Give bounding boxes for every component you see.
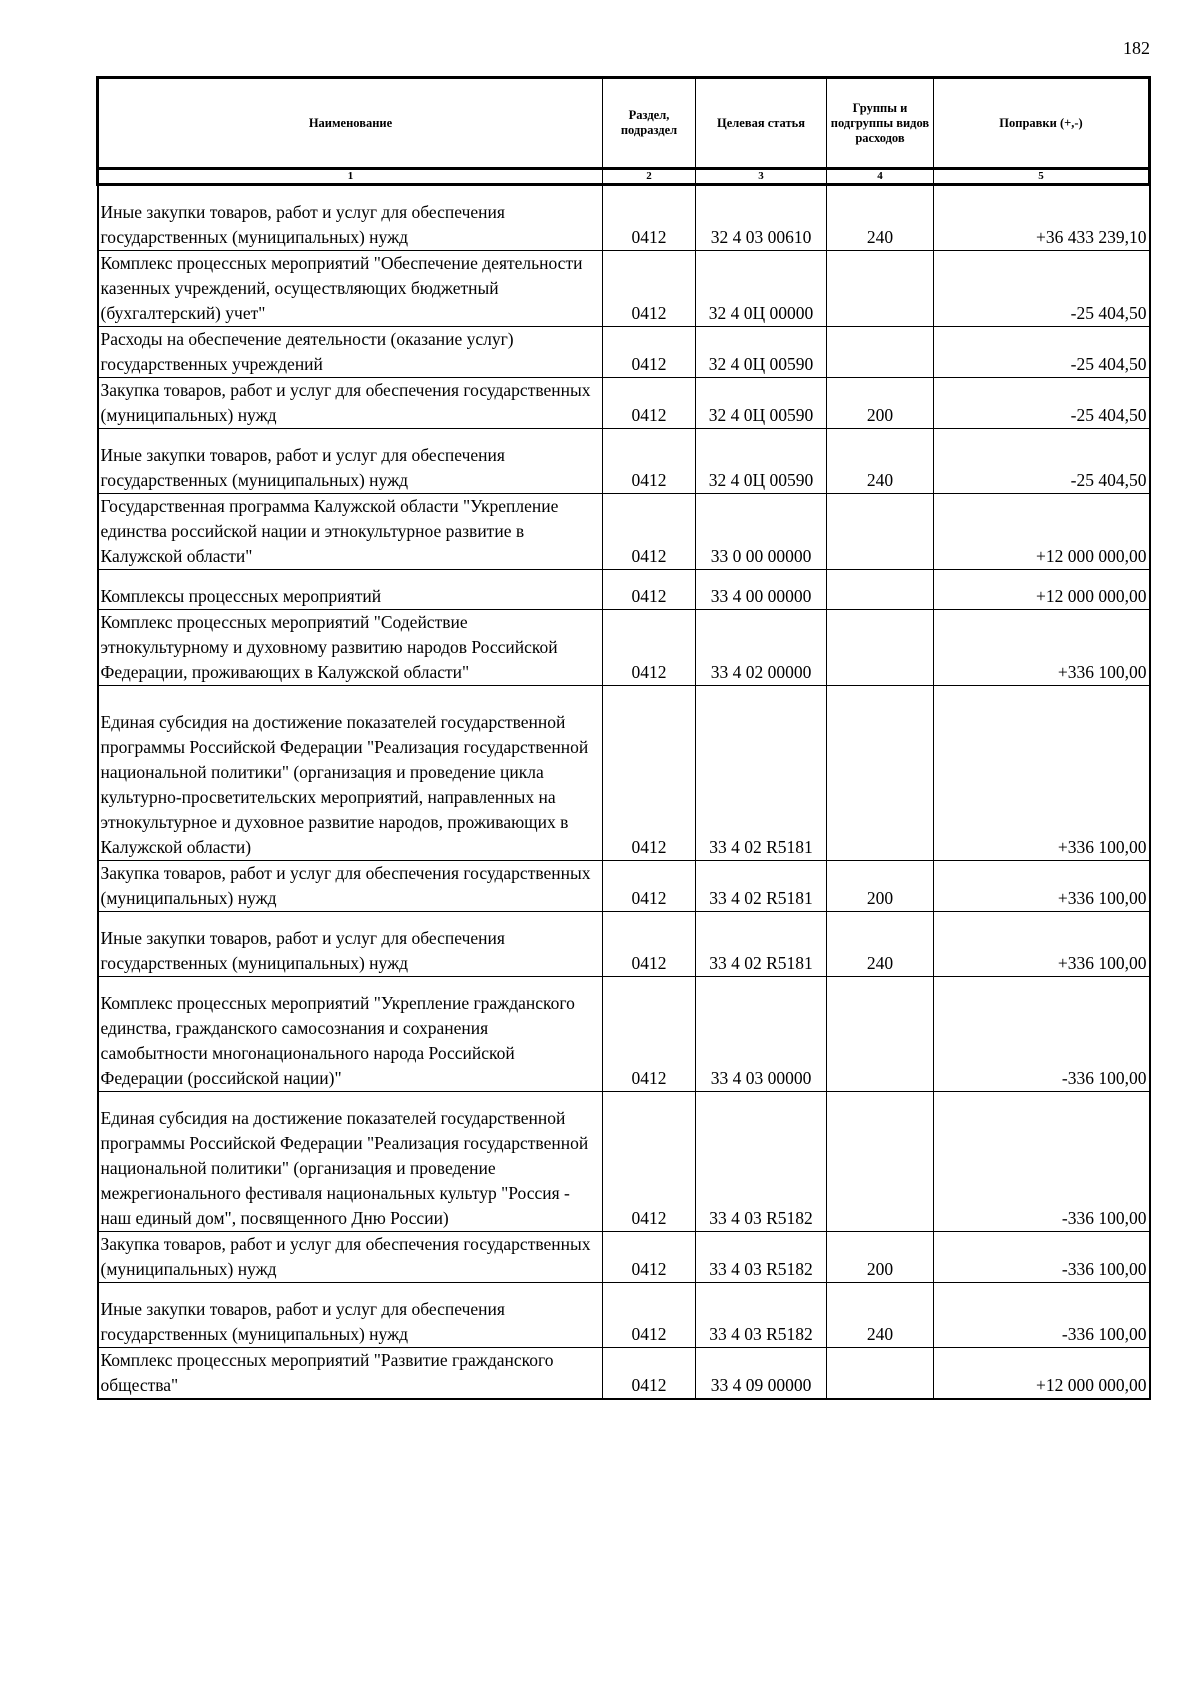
budget-table-container [96, 76, 1148, 1400]
row-name [98, 610, 603, 686]
row-name [98, 327, 603, 378]
row-target-article-text: 33 4 02 R5181 [709, 953, 813, 973]
row-target-article-text: 32 4 03 00610 [710, 227, 812, 247]
row-section [603, 494, 696, 570]
row-target-article-text: 32 4 0Ц 00000 [708, 303, 814, 323]
row-target-article [696, 494, 827, 570]
row-amount-text: +336 100,00 [1057, 953, 1147, 973]
row-section-text: 0412 [631, 1068, 667, 1088]
row-target-article [696, 861, 827, 912]
row-target-article [696, 686, 827, 861]
row-section [603, 977, 696, 1092]
row-name-text: Иные закупки товаров, работ и услуг для обеспечения государственных (муниципальных) нужд [100, 928, 505, 973]
row-section [603, 327, 696, 378]
row-name [98, 686, 603, 861]
row-section [603, 185, 696, 251]
row-name [98, 570, 603, 610]
row-section-text: 0412 [631, 662, 667, 682]
row-target-article-text: 33 4 00 00000 [710, 586, 812, 606]
row-section [603, 861, 696, 912]
row-name-text: Иные закупки товаров, работ и услуг для обеспечения государственных (муниципальных) нужд [100, 445, 505, 490]
row-expense-group [827, 494, 934, 570]
row-name-text: Комплекс процессных мероприятий "Укрепление гражданского единства, гражданского самосознания и сохранения самобытности многонационального народа Российской Федерации (российской нации)" [100, 993, 575, 1088]
row-amount [934, 686, 1150, 861]
row-target-article [696, 570, 827, 610]
row-section-text: 0412 [631, 837, 667, 857]
row-section [603, 1348, 696, 1400]
row-expense-group [827, 686, 934, 861]
row-section-text: 0412 [631, 1208, 667, 1228]
row-expense-group [827, 1348, 934, 1400]
row-name [98, 1232, 603, 1283]
row-target-article-text: 33 0 00 00000 [710, 546, 812, 566]
row-target-article-text: 33 4 03 00000 [710, 1068, 812, 1088]
row-target-article-text: 33 4 09 00000 [710, 1375, 812, 1395]
row-amount-text: +12 000 000,00 [1036, 586, 1147, 606]
table-row [98, 912, 1150, 977]
row-expense-group-text: 240 [866, 1324, 894, 1344]
row-expense-group [827, 912, 934, 977]
column-number: 3 [696, 169, 827, 185]
row-section-text: 0412 [631, 1375, 667, 1395]
row-amount [934, 977, 1150, 1092]
row-amount-text: -336 100,00 [1061, 1324, 1147, 1344]
table-row [98, 1092, 1150, 1232]
table-row [98, 251, 1150, 327]
row-name-text: Единая субсидия на достижение показателей государственной программы Российской Федерации "Реализация государственной национальной политики" (организация и проведение цикла культурно-просветительских мероприятий, направленных на этнокультурное и духовное развитие народов, проживающих в Калужской области) [100, 712, 589, 857]
row-section [603, 251, 696, 327]
row-name-text: Единая субсидия на достижение показателей государственной программы Российской Федерации "Реализация государственной национальной политики" (организация и проведение межрегионального фестиваля национальных культур "Россия - наш единый дом", посвященного Дню России) [100, 1108, 589, 1228]
row-expense-group-text: 200 [866, 405, 894, 425]
row-name [98, 861, 603, 912]
row-name [98, 429, 603, 494]
row-target-article-text: 33 4 03 R5182 [709, 1324, 813, 1344]
table-row [98, 185, 1150, 251]
row-name [98, 1092, 603, 1232]
row-section-text: 0412 [631, 1259, 667, 1279]
table-row [98, 1232, 1150, 1283]
page-number: 182 [1123, 38, 1150, 58]
row-amount [934, 1092, 1150, 1232]
row-section-text: 0412 [631, 1324, 667, 1344]
row-target-article-text: 33 4 02 R5181 [709, 888, 813, 908]
row-target-article-text: 32 4 0Ц 00590 [708, 405, 814, 425]
row-amount [934, 610, 1150, 686]
table-body [98, 185, 1150, 1400]
row-target-article [696, 912, 827, 977]
row-expense-group-text: 200 [866, 888, 894, 908]
row-section-text: 0412 [631, 546, 667, 566]
row-expense-group [827, 429, 934, 494]
row-name-text: Комплекс процессных мероприятий "Содействие этнокультурному и духовному развитию народов Российской Федерации, проживающих в Калужской области" [100, 612, 558, 682]
row-name [98, 378, 603, 429]
row-name-text: Закупка товаров, работ и услуг для обеспечения государственных (муниципальных) нужд [100, 863, 591, 908]
row-target-article [696, 1232, 827, 1283]
row-name-text: Расходы на обеспечение деятельности (оказание услуг) государственных учреждений [100, 329, 514, 374]
row-amount-text: -336 100,00 [1061, 1208, 1147, 1228]
row-amount [934, 1348, 1150, 1400]
row-target-article-text: 33 4 02 00000 [710, 662, 812, 682]
row-section [603, 1283, 696, 1348]
row-target-article [696, 977, 827, 1092]
row-name [98, 977, 603, 1092]
table-row [98, 494, 1150, 570]
row-name [98, 1283, 603, 1348]
table-row [98, 1348, 1150, 1400]
row-section-text: 0412 [631, 303, 667, 323]
row-amount-text: +336 100,00 [1057, 837, 1147, 857]
row-target-article-text: 33 4 03 R5182 [709, 1208, 813, 1228]
row-section-text: 0412 [631, 227, 667, 247]
row-name [98, 494, 603, 570]
row-section-text: 0412 [631, 953, 667, 973]
row-name-text: Комплекс процессных мероприятий "Обеспечение деятельности казенных учреждений, осуществляющих бюджетный (бухгалтерский) учет" [100, 253, 583, 323]
header-target-article: Целевая статья [696, 78, 827, 169]
row-expense-group [827, 1232, 934, 1283]
row-name-text: Иные закупки товаров, работ и услуг для обеспечения государственных (муниципальных) нужд [100, 1299, 505, 1344]
row-section [603, 378, 696, 429]
row-name-text: Закупка товаров, работ и услуг для обеспечения государственных (муниципальных) нужд [100, 380, 591, 425]
row-section [603, 686, 696, 861]
row-amount-text: -25 404,50 [1070, 405, 1147, 425]
row-amount [934, 912, 1150, 977]
row-target-article [696, 610, 827, 686]
budget-amendments-table [96, 76, 1151, 1400]
row-expense-group [827, 570, 934, 610]
row-name [98, 185, 603, 251]
row-target-article-text: 33 4 02 R5181 [709, 837, 813, 857]
row-target-article [696, 378, 827, 429]
row-amount [934, 327, 1150, 378]
table-row [98, 977, 1150, 1092]
row-amount-text: +336 100,00 [1057, 662, 1147, 682]
table-row [98, 686, 1150, 861]
row-amount-text: -336 100,00 [1061, 1068, 1147, 1088]
header-expense-groups: Группы и подгруппы видов расходов [827, 78, 934, 169]
row-expense-group [827, 861, 934, 912]
row-expense-group-text: 240 [866, 470, 894, 490]
row-expense-group [827, 1092, 934, 1232]
row-target-article-text: 33 4 03 R5182 [709, 1259, 813, 1279]
table-row [98, 1283, 1150, 1348]
row-amount-text: +336 100,00 [1057, 888, 1147, 908]
table-row [98, 378, 1150, 429]
row-amount-text: -25 404,50 [1070, 303, 1147, 323]
column-number: 2 [603, 169, 696, 185]
row-amount-text: +36 433 239,10 [1036, 227, 1147, 247]
row-amount-text: +12 000 000,00 [1036, 1375, 1147, 1395]
header-row [98, 78, 1150, 169]
table-row [98, 429, 1150, 494]
row-amount [934, 378, 1150, 429]
row-name [98, 1348, 603, 1400]
row-amount [934, 494, 1150, 570]
row-section [603, 1092, 696, 1232]
row-expense-group-text: 200 [866, 1259, 894, 1279]
row-expense-group-text: 240 [866, 953, 894, 973]
row-section-text: 0412 [631, 354, 667, 374]
row-amount-text: -25 404,50 [1070, 354, 1147, 374]
row-expense-group [827, 378, 934, 429]
header-section: Раздел, подраздел [603, 78, 696, 169]
row-expense-group [827, 185, 934, 251]
row-section-text: 0412 [631, 888, 667, 908]
row-amount [934, 429, 1150, 494]
row-section [603, 1232, 696, 1283]
column-number: 4 [827, 169, 934, 185]
row-expense-group [827, 1283, 934, 1348]
row-amount-text: +12 000 000,00 [1036, 546, 1147, 566]
table-row [98, 861, 1150, 912]
row-name [98, 912, 603, 977]
row-expense-group [827, 610, 934, 686]
row-section-text: 0412 [631, 470, 667, 490]
row-target-article [696, 1283, 827, 1348]
row-target-article [696, 1092, 827, 1232]
row-expense-group-text: 240 [866, 227, 894, 247]
row-section-text: 0412 [631, 586, 667, 606]
row-name-text: Комплекс процессных мероприятий "Развитие гражданского общества" [100, 1350, 554, 1395]
row-target-article [696, 327, 827, 378]
row-amount [934, 1232, 1150, 1283]
row-name-text: Комплексы процессных мероприятий [100, 586, 382, 606]
row-target-article [696, 1348, 827, 1400]
row-section [603, 912, 696, 977]
row-section [603, 570, 696, 610]
table-row [98, 570, 1150, 610]
row-expense-group [827, 327, 934, 378]
row-amount-text: -25 404,50 [1070, 470, 1147, 490]
row-name-text: Закупка товаров, работ и услуг для обеспечения государственных (муниципальных) нужд [100, 1234, 591, 1279]
table-row [98, 610, 1150, 686]
row-section [603, 610, 696, 686]
column-number: 1 [98, 169, 603, 185]
row-amount [934, 570, 1150, 610]
header-name: Наименование [98, 78, 603, 169]
row-target-article [696, 185, 827, 251]
row-amount-text: -336 100,00 [1061, 1259, 1147, 1279]
row-name-text: Иные закупки товаров, работ и услуг для обеспечения государственных (муниципальных) нужд [100, 202, 505, 247]
row-name [98, 251, 603, 327]
row-section [603, 429, 696, 494]
column-number-row [98, 169, 1150, 185]
row-target-article-text: 32 4 0Ц 00590 [708, 354, 814, 374]
row-expense-group [827, 251, 934, 327]
row-name-text: Государственная программа Калужской области "Укрепление единства российской нации и этнокультурное развитие в Калужской области" [100, 496, 559, 566]
header-amendments: Поправки (+,-) [934, 78, 1150, 169]
row-amount [934, 1283, 1150, 1348]
row-target-article-text: 32 4 0Ц 00590 [708, 470, 814, 490]
column-number: 5 [934, 169, 1150, 185]
row-expense-group [827, 977, 934, 1092]
row-amount [934, 251, 1150, 327]
row-amount [934, 861, 1150, 912]
row-amount [934, 185, 1150, 251]
row-target-article [696, 429, 827, 494]
row-target-article [696, 251, 827, 327]
row-section-text: 0412 [631, 405, 667, 425]
table-row [98, 327, 1150, 378]
